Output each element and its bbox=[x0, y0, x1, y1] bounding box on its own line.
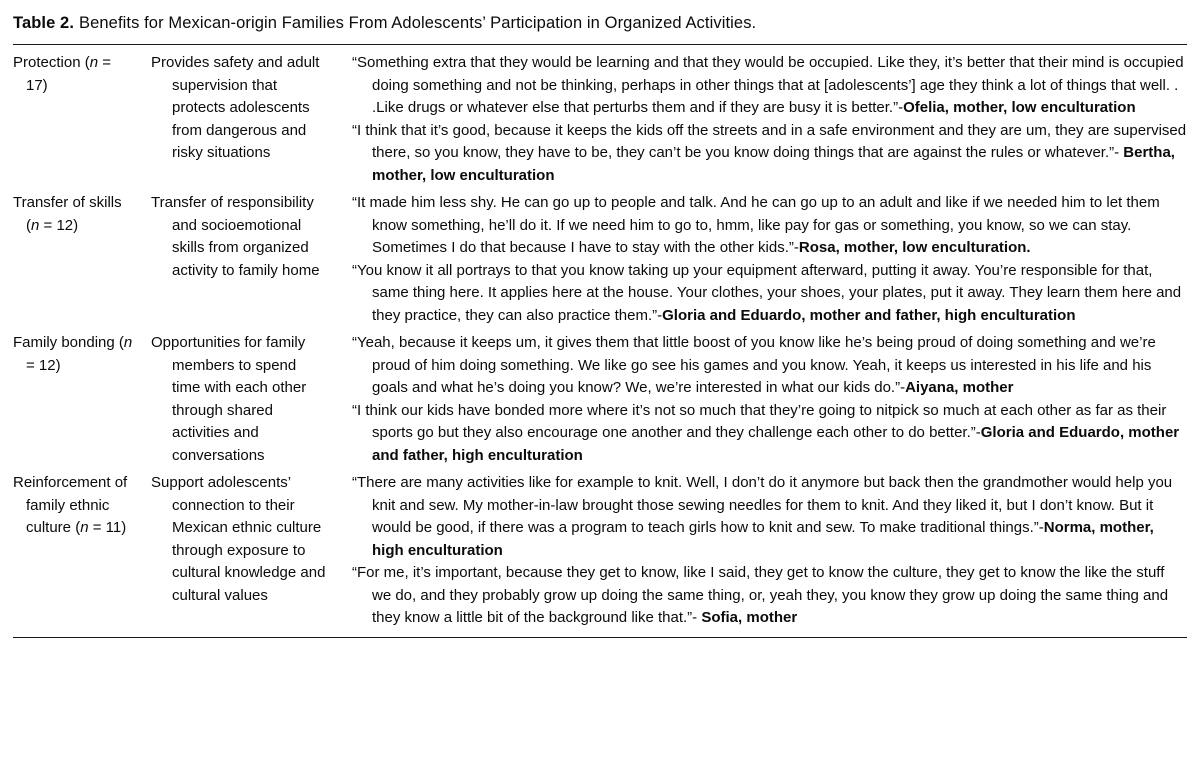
quote-attribution: Gloria and Eduardo, mother and father, high enculturation bbox=[662, 306, 1076, 324]
quote-text: “For me, it’s important, because they get to know, like I said, they get to know the culture, they get to know the like the stuff we do, and they probably grow up doing the same thing, or, yeah they, you know they grow up doing the same thing and they know a little bit of the background like that.”- bbox=[352, 564, 1169, 626]
n-count-open: ( bbox=[84, 54, 90, 71]
table-bottom-rule bbox=[13, 637, 1187, 638]
quote-attribution: Bertha, mother, low enculturation bbox=[372, 144, 1175, 184]
table-row bbox=[13, 332, 1187, 467]
quote-attribution: Ofelia, mother, low enculturation bbox=[903, 99, 1136, 116]
quote bbox=[352, 472, 1187, 562]
category-label: Protection bbox=[13, 54, 85, 71]
description-cell: Opportunities for family members to spend time with each other through shared activities and conversations bbox=[151, 334, 307, 464]
n-count-symbol: n bbox=[31, 216, 40, 234]
quote-text: “I think our kids have bonded more where it’s not so much that they’re going to nitpick so much at each other as far as their sports go but they also encourage one another and they challenge each other to do better.”- bbox=[352, 401, 1167, 441]
table-top-rule bbox=[13, 44, 1187, 45]
n-count-value: = 12) bbox=[39, 216, 79, 234]
table-title bbox=[13, 0, 1187, 34]
category-cell bbox=[13, 52, 135, 97]
quote-attribution: Gloria and Eduardo, mother and father, high enculturation bbox=[372, 424, 1180, 464]
quote bbox=[352, 52, 1187, 120]
n-count-value: = 12) bbox=[26, 356, 61, 374]
category-label: Transfer of skills bbox=[13, 194, 122, 211]
n-count-value: = 11) bbox=[88, 519, 127, 536]
category-cell bbox=[13, 472, 135, 540]
n-count-symbol: n bbox=[80, 519, 89, 536]
table-body bbox=[13, 52, 1187, 630]
category-cell bbox=[13, 192, 135, 237]
table-row bbox=[13, 192, 1187, 327]
n-count-open: ( bbox=[118, 334, 124, 351]
quote bbox=[352, 332, 1187, 400]
description-cell: Support adolescents’ connection to their Mexican ethnic culture through exposure to cultural knowledge and cultural values bbox=[151, 474, 326, 604]
n-count-value: = 17) bbox=[26, 54, 111, 94]
table-number-label: Table 2. bbox=[13, 14, 75, 32]
table-row bbox=[13, 52, 1187, 187]
quote bbox=[352, 120, 1187, 188]
n-count-symbol: n bbox=[123, 334, 133, 351]
quote-text: “I think that it’s good, because it keeps the kids off the streets and in a safe environment and they are um, they are supervised there, so you know, they have to be, they can’t be you know doing things that are against the rules or whatever.”- bbox=[352, 121, 1187, 161]
n-count-open: ( bbox=[75, 519, 81, 536]
table-title-text: Benefits for Mexican-origin Families From Adolescents’ Participation in Organized Activities. bbox=[79, 14, 757, 32]
quote-text: “Something extra that they would be learning and that they would be occupied. Like they, it’s better that their mind is occupied doing something and not be thinking, perhaps in other things that at [adolescents’] age they think a lot of things that well. . .Like drugs or whatever else that perturbs them and if they are busy it is better.”- bbox=[352, 54, 1184, 116]
category-cell bbox=[13, 332, 135, 377]
quote-text: “You know it all portrays to that you know taking up your equipment afterward, putting it away. You’re responsible for that, same thing here. It applies here at the house. Your clothes, your shoes, your plates, put it away. They learn them here and they practice, they can also practice them.”- bbox=[352, 261, 1182, 324]
quotes-cell bbox=[352, 52, 1187, 187]
description-cell: Transfer of responsibility and socioemotional skills from organized activity to family home bbox=[151, 194, 320, 279]
quote-text: “There are many activities like for example to knit. Well, I don’t do it anymore but back then the grandmother would help you knit and sew. My mother-in-law brought those sewing needles for them to knit. And they liked it, but I don’t know. But it would be good, if there was a program to teach girls how to knit and sew. To make traditional things.”- bbox=[352, 474, 1173, 536]
category-label: Family bonding bbox=[13, 334, 119, 351]
quote bbox=[352, 562, 1187, 630]
quote-attribution: Norma, mother, high enculturation bbox=[372, 519, 1154, 559]
category-label: Reinforcement of family ethnic culture bbox=[13, 474, 128, 536]
quote bbox=[352, 260, 1187, 328]
quote bbox=[352, 400, 1187, 468]
quote-attribution: Sofia, mother bbox=[701, 609, 798, 626]
quotes-cell bbox=[352, 472, 1187, 630]
quote-attribution: Aiyana, mother bbox=[905, 379, 1014, 396]
quote-attribution: Rosa, mother, low enculturation. bbox=[798, 239, 1031, 256]
quote-text: “Yeah, because it keeps um, it gives them that little boost of you know like he’s being proud of doing something and we’re proud of him doing something. We like go see his games and you know. Yeah, it keeps us interested in his life and his goals and what he’s doing you know? We, we’re interested in what our kids do.”- bbox=[352, 334, 1156, 396]
table-row bbox=[13, 472, 1187, 630]
n-count-symbol: n bbox=[89, 54, 99, 71]
quotes-cell bbox=[352, 332, 1187, 467]
quote bbox=[352, 192, 1187, 260]
quotes-cell bbox=[352, 192, 1187, 327]
n-count-open: ( bbox=[26, 216, 31, 234]
quote-text: “It made him less shy. He can go up to people and talk. And he can go up to an adult and like if we needed him to let them know something, he’ll do it. If we need him to go to, hmm, like pay for gas or something, you know, so we can stay. Sometimes I do that because I have to stay with the other kids.”- bbox=[352, 194, 1160, 256]
description-cell: Provides safety and adult supervision that protects adolescents from dangerous and risky situations bbox=[151, 54, 320, 161]
